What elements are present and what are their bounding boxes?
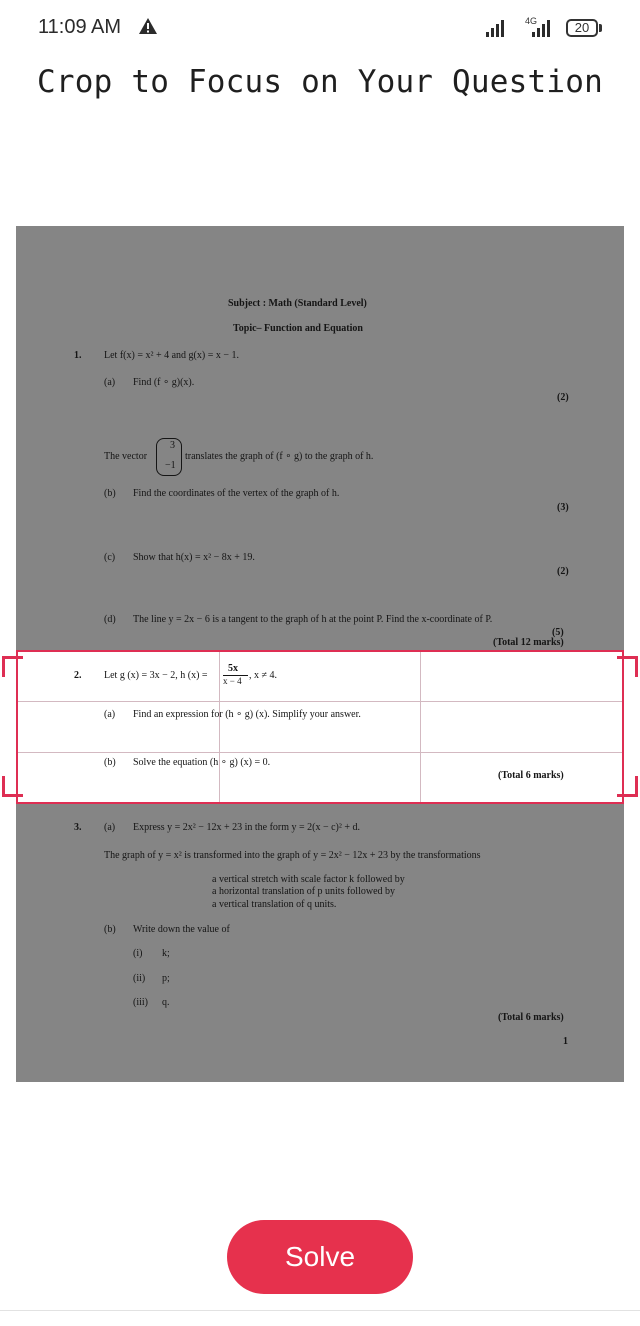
- q2-frac-den: x − 4: [223, 676, 242, 686]
- q2-frac-num: 5x: [228, 663, 238, 674]
- q1b-marks: (3): [557, 502, 569, 513]
- q3-number: 3.: [74, 822, 82, 833]
- q1-number: 1.: [74, 350, 82, 361]
- q1b-label: (b): [104, 488, 116, 499]
- q1-vector-post: translates the graph of (f ∘ g) to the graph of h.: [185, 451, 374, 462]
- q1a-label: (a): [104, 377, 116, 388]
- q2-number: 2.: [74, 670, 82, 681]
- q3b-i: (i): [133, 948, 143, 959]
- crop-handle-top-left[interactable]: [2, 656, 23, 677]
- q2a-label: (a): [104, 709, 116, 720]
- crop-handle-bottom-left[interactable]: [2, 776, 23, 797]
- bottom-divider: [0, 1310, 640, 1311]
- q1c-text: Show that h(x) = x² − 8x + 19.: [133, 552, 255, 563]
- q2a-text: Find an expression for (h ∘ g) (x). Simplify your answer.: [133, 709, 361, 720]
- q3a-text: Express y = 2x² − 12x + 23 in the form y = 2(x − c)² + d.: [133, 822, 361, 833]
- battery-icon: 20: [566, 19, 598, 37]
- q2-total: (Total 6 marks): [498, 770, 564, 781]
- vector-bottom: −1: [165, 460, 176, 471]
- q1a-text: Find (f ∘ g)(x).: [133, 377, 195, 388]
- q1d-text: The line y = 2x − 6 is a tangent to the graph of h at the point P. Find the x-coordinate of P.: [133, 614, 493, 625]
- q2b-text: Solve the equation (h ∘ g) (x) = 0.: [133, 757, 271, 768]
- q3-transform-1: a vertical stretch with scale factor k followed by: [212, 874, 405, 885]
- crop-frame[interactable]: [16, 650, 624, 804]
- q1b-text: Find the coordinates of the vertex of the graph of h.: [133, 488, 340, 499]
- solve-button[interactable]: Solve: [227, 1220, 413, 1294]
- network-type: 4G: [525, 16, 538, 26]
- q3b-ii: (ii): [133, 973, 146, 984]
- q3b-text: Write down the value of: [133, 924, 230, 935]
- q1c-marks: (2): [557, 566, 569, 577]
- page-title: Crop to Focus on Your Question: [37, 64, 603, 100]
- page-number: 1: [563, 1036, 568, 1047]
- q3-graph-text: The graph of y = x² is transformed into the graph of y = 2x² − 12x + 23 by the transformations: [104, 850, 481, 861]
- signal-icon-2: [532, 18, 556, 38]
- vector-top: 3: [170, 440, 175, 451]
- q1-vector-pre: The vector: [104, 451, 148, 462]
- q3-total: (Total 6 marks): [498, 1012, 564, 1023]
- q2-intro-post: , x ≠ 4.: [249, 670, 277, 681]
- q1a-marks: (2): [557, 392, 569, 403]
- q1d-label: (d): [104, 614, 116, 625]
- q3b-iii-val: q.: [162, 997, 170, 1008]
- q1-intro: Let f(x) = x² + 4 and g(x) = x − 1.: [104, 350, 239, 361]
- battery-tip: [599, 24, 602, 32]
- q2b-label: (b): [104, 757, 116, 768]
- q3b-label: (b): [104, 924, 116, 935]
- q3b-i-val: k;: [162, 948, 170, 959]
- q3b-ii-val: p;: [162, 973, 170, 984]
- q3b-iii: (iii): [133, 997, 148, 1008]
- crop-handle-bottom-right[interactable]: [617, 776, 638, 797]
- warning-icon: [138, 16, 158, 36]
- q3-transform-2: a horizontal translation of p units followed by: [212, 886, 396, 897]
- doc-topic: Topic– Function and Equation: [233, 323, 363, 334]
- q3-transform-3: a vertical translation of q units.: [212, 899, 337, 910]
- q2-intro-pre: Let g (x) = 3x − 2, h (x) =: [104, 670, 208, 681]
- crop-handle-top-right[interactable]: [617, 656, 638, 677]
- status-time: 11:09 AM: [38, 16, 122, 38]
- q1-total: (Total 12 marks): [493, 637, 564, 648]
- q3a-label: (a): [104, 822, 116, 833]
- doc-subject: Subject : Math (Standard Level): [228, 298, 367, 309]
- signal-icon: [486, 18, 510, 38]
- q1d-marks: (5): [552, 627, 564, 638]
- q1c-label: (c): [104, 552, 116, 563]
